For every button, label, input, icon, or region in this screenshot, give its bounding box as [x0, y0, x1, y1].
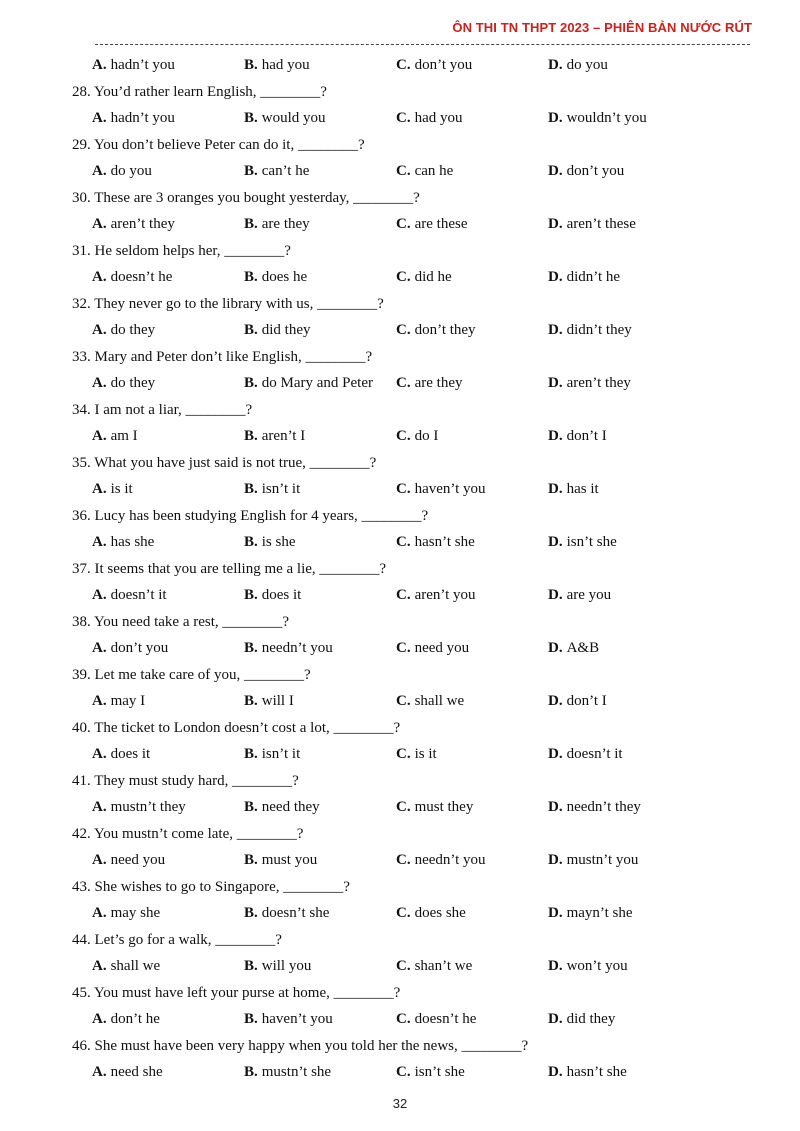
question-stem: 36. Lucy has been studying English for 4 years, ________?	[72, 507, 429, 524]
option-letter: B.	[244, 852, 258, 868]
option-letter: C.	[396, 428, 411, 444]
option-letter: A.	[92, 958, 107, 974]
option-a	[92, 1006, 160, 1033]
question-stem: 46. She must have been very happy when you told her the news, ________?	[72, 1037, 529, 1054]
option-text: are they	[414, 375, 463, 391]
option-text: need you	[414, 640, 470, 656]
option-letter: D.	[548, 534, 563, 550]
answer-options	[72, 1006, 762, 1033]
option-letter: B.	[244, 587, 258, 603]
option-text: hasn’t she	[414, 534, 475, 550]
option-text: would you	[261, 110, 326, 126]
option-letter: B.	[244, 110, 258, 126]
option-letter: B.	[244, 375, 258, 391]
option-c	[396, 264, 452, 291]
question-stem: 31. He seldom helps her, ________?	[72, 242, 291, 259]
option-a	[92, 529, 154, 556]
answer-options	[72, 317, 762, 344]
option-text: need you	[110, 852, 166, 868]
option-letter: C.	[396, 375, 411, 391]
option-d	[548, 370, 631, 397]
option-text: won’t you	[566, 958, 628, 974]
option-d	[548, 635, 599, 662]
option-letter: D.	[548, 1011, 563, 1027]
question-stem: 39. Let me take care of you, ________?	[72, 666, 311, 683]
option-text: didn’t they	[566, 322, 632, 338]
option-d	[548, 476, 599, 503]
option-text: hasn’t she	[566, 1064, 627, 1080]
question-stem: 37. It seems that you are telling me a lie, ________?	[72, 560, 387, 577]
option-d	[548, 953, 628, 980]
option-letter: A.	[92, 216, 107, 232]
option-text: are these	[414, 216, 468, 232]
answer-options	[72, 105, 762, 132]
option-c	[396, 105, 463, 132]
option-text: A&B	[566, 640, 600, 656]
option-letter: B.	[244, 322, 258, 338]
option-text: doesn’t he	[110, 269, 173, 285]
option-text: doesn’t it	[566, 746, 623, 762]
option-text: does she	[414, 905, 466, 921]
option-text: did he	[414, 269, 452, 285]
answer-options	[72, 211, 762, 238]
option-letter: B.	[244, 746, 258, 762]
option-d	[548, 794, 641, 821]
option-letter: D.	[548, 799, 563, 815]
option-letter: D.	[548, 110, 563, 126]
option-text: aren’t they	[110, 216, 175, 232]
option-letter: D.	[548, 587, 563, 603]
option-letter: C.	[396, 322, 411, 338]
option-d	[548, 52, 608, 79]
option-d	[548, 423, 607, 450]
option-c	[396, 370, 462, 397]
option-text: aren’t I	[261, 428, 306, 444]
option-d	[548, 688, 607, 715]
option-text: can’t he	[261, 163, 310, 179]
option-c	[396, 52, 472, 79]
question-list	[72, 52, 762, 1086]
option-letter: D.	[548, 322, 563, 338]
option-a	[92, 1059, 163, 1086]
option-a	[92, 158, 152, 185]
answer-options	[72, 370, 762, 397]
question-stem: 42. You mustn’t come late, ________?	[72, 825, 304, 842]
option-text: hadn’t you	[110, 110, 175, 126]
option-text: isn’t it	[261, 481, 301, 497]
option-text: didn’t he	[566, 269, 621, 285]
option-text: do you	[566, 57, 608, 73]
option-text: need she	[110, 1064, 163, 1080]
option-letter: D.	[548, 746, 563, 762]
option-letter: B.	[244, 57, 258, 73]
option-b	[244, 158, 309, 185]
option-b	[244, 953, 311, 980]
option-letter: A.	[92, 693, 107, 709]
question-stem: 28. You’d rather learn English, ________?	[72, 83, 327, 100]
option-c	[396, 423, 438, 450]
question-stem: 32. They never go to the library with us, ________?	[72, 295, 384, 312]
option-b	[244, 847, 317, 874]
option-text: shall we	[110, 958, 161, 974]
option-text: does he	[261, 269, 308, 285]
option-a	[92, 476, 133, 503]
option-a	[92, 953, 160, 980]
option-text: needn’t they	[566, 799, 641, 815]
question-stem: 40. The ticket to London doesn’t cost a lot, ________?	[72, 719, 401, 736]
option-text: don’t you	[566, 163, 625, 179]
option-text: mayn’t she	[566, 905, 633, 921]
option-c	[396, 211, 467, 238]
option-letter: C.	[396, 640, 411, 656]
option-letter: B.	[244, 163, 258, 179]
question-stem: 43. She wishes to go to Singapore, ________?	[72, 878, 350, 895]
option-letter: A.	[92, 428, 107, 444]
option-letter: A.	[92, 587, 107, 603]
option-c	[396, 900, 466, 927]
option-letter: C.	[396, 1011, 411, 1027]
option-a	[92, 635, 168, 662]
option-text: do they	[110, 375, 156, 391]
option-text: did they	[261, 322, 311, 338]
option-a	[92, 52, 175, 79]
option-d	[548, 264, 620, 291]
option-text: doesn’t he	[414, 1011, 477, 1027]
option-letter: A.	[92, 481, 107, 497]
option-text: needn’t you	[261, 640, 333, 656]
option-b	[244, 741, 300, 768]
option-letter: A.	[92, 1011, 107, 1027]
option-letter: D.	[548, 269, 563, 285]
option-text: aren’t they	[566, 375, 631, 391]
option-a	[92, 264, 172, 291]
option-letter: A.	[92, 163, 107, 179]
option-text: don’t you	[110, 640, 169, 656]
option-d	[548, 105, 647, 132]
option-text: will you	[261, 958, 312, 974]
option-text: isn’t she	[414, 1064, 465, 1080]
option-letter: A.	[92, 322, 107, 338]
option-text: do Mary and Peter	[261, 375, 373, 391]
option-letter: C.	[396, 534, 411, 550]
option-text: aren’t you	[414, 587, 476, 603]
option-b	[244, 370, 373, 397]
option-letter: A.	[92, 534, 107, 550]
option-c	[396, 476, 486, 503]
option-text: is she	[261, 534, 296, 550]
option-a	[92, 741, 150, 768]
option-a	[92, 688, 145, 715]
option-letter: D.	[548, 57, 563, 73]
option-b	[244, 1006, 333, 1033]
option-text: must they	[414, 799, 474, 815]
option-letter: B.	[244, 534, 258, 550]
option-letter: A.	[92, 57, 107, 73]
option-c	[396, 582, 476, 609]
option-letter: C.	[396, 746, 411, 762]
header-title: ÔN THI TN THPT 2023 – PHIÊN BẢN NƯỚC RÚT	[452, 20, 752, 35]
option-letter: B.	[244, 958, 258, 974]
option-d	[548, 741, 623, 768]
option-d	[548, 1006, 615, 1033]
option-a	[92, 105, 175, 132]
option-letter: C.	[396, 852, 411, 868]
question-stem: 41. They must study hard, ________?	[72, 772, 299, 789]
answer-options	[72, 953, 762, 980]
option-text: mustn’t you	[566, 852, 639, 868]
option-letter: C.	[396, 216, 411, 232]
question-stem: 35. What you have just said is not true, ________?	[72, 454, 377, 471]
option-letter: B.	[244, 216, 258, 232]
option-a	[92, 794, 186, 821]
option-text: must you	[261, 852, 318, 868]
answer-options	[72, 688, 762, 715]
option-letter: A.	[92, 852, 107, 868]
option-c	[396, 1059, 465, 1086]
answer-options	[72, 158, 762, 185]
option-text: aren’t these	[566, 216, 636, 232]
option-text: is it	[110, 481, 133, 497]
question-stem: 30. These are 3 oranges you bought yesterday, ________?	[72, 189, 420, 206]
header-divider	[95, 44, 750, 45]
option-text: has she	[110, 534, 155, 550]
answer-options	[72, 52, 762, 79]
option-letter: B.	[244, 1064, 258, 1080]
option-text: does it	[261, 587, 302, 603]
option-b	[244, 635, 333, 662]
option-letter: D.	[548, 428, 563, 444]
option-letter: B.	[244, 481, 258, 497]
page-number: 32	[392, 1096, 408, 1111]
option-b	[244, 900, 329, 927]
option-c	[396, 953, 472, 980]
option-text: haven’t you	[414, 481, 486, 497]
option-letter: C.	[396, 163, 411, 179]
answer-options	[72, 1059, 762, 1086]
option-text: has it	[566, 481, 599, 497]
option-c	[396, 317, 476, 344]
option-b	[244, 1059, 331, 1086]
option-d	[548, 211, 636, 238]
option-letter: D.	[548, 216, 563, 232]
option-letter: B.	[244, 640, 258, 656]
option-a	[92, 317, 155, 344]
option-a	[92, 370, 155, 397]
option-text: do they	[110, 322, 156, 338]
option-text: am I	[110, 428, 138, 444]
option-letter: B.	[244, 428, 258, 444]
option-letter: C.	[396, 958, 411, 974]
option-letter: C.	[396, 905, 411, 921]
option-text: will I	[261, 693, 294, 709]
option-text: may I	[110, 693, 146, 709]
option-text: may she	[110, 905, 161, 921]
option-d	[548, 158, 624, 185]
option-b	[244, 476, 300, 503]
option-letter: A.	[92, 640, 107, 656]
option-a	[92, 423, 138, 450]
option-letter: A.	[92, 1064, 107, 1080]
question-stem: 38. You need take a rest, ________?	[72, 613, 290, 630]
option-c	[396, 741, 437, 768]
option-b	[244, 317, 311, 344]
option-letter: C.	[396, 269, 411, 285]
option-text: mustn’t she	[261, 1064, 332, 1080]
option-text: don’t I	[566, 693, 607, 709]
answer-options	[72, 264, 762, 291]
option-text: hadn’t you	[110, 57, 175, 73]
option-text: shan’t we	[414, 958, 473, 974]
option-letter: D.	[548, 905, 563, 921]
option-b	[244, 423, 305, 450]
answer-options	[72, 476, 762, 503]
option-letter: D.	[548, 163, 563, 179]
option-text: need they	[261, 799, 320, 815]
option-b	[244, 688, 294, 715]
answer-options	[72, 582, 762, 609]
option-text: don’t I	[566, 428, 607, 444]
question-stem: 33. Mary and Peter don’t like English, ________?	[72, 348, 373, 365]
option-text: haven’t you	[261, 1011, 333, 1027]
option-text: doesn’t she	[261, 905, 330, 921]
option-letter: C.	[396, 57, 411, 73]
option-c	[396, 158, 453, 185]
option-letter: A.	[92, 905, 107, 921]
option-d	[548, 847, 638, 874]
option-text: did they	[566, 1011, 616, 1027]
option-letter: A.	[92, 110, 107, 126]
option-letter: A.	[92, 746, 107, 762]
option-letter: A.	[92, 269, 107, 285]
option-c	[396, 794, 473, 821]
option-d	[548, 317, 632, 344]
option-c	[396, 1006, 476, 1033]
option-letter: D.	[548, 640, 563, 656]
option-text: are they	[261, 216, 310, 232]
option-letter: C.	[396, 110, 411, 126]
option-letter: C.	[396, 693, 411, 709]
question-stem: 44. Let’s go for a walk, ________?	[72, 931, 282, 948]
option-b	[244, 582, 301, 609]
option-text: wouldn’t you	[566, 110, 647, 126]
option-text: isn’t she	[566, 534, 617, 550]
option-text: had you	[261, 57, 310, 73]
answer-options	[72, 794, 762, 821]
option-b	[244, 794, 320, 821]
option-c	[396, 847, 486, 874]
option-c	[396, 635, 469, 662]
question-stem: 45. You must have left your purse at home, ________?	[72, 984, 401, 1001]
option-letter: B.	[244, 693, 258, 709]
option-b	[244, 211, 310, 238]
answer-options	[72, 847, 762, 874]
option-text: had you	[414, 110, 463, 126]
option-letter: B.	[244, 269, 258, 285]
option-text: is it	[414, 746, 437, 762]
option-b	[244, 52, 310, 79]
option-text: does it	[110, 746, 151, 762]
option-letter: D.	[548, 852, 563, 868]
answer-options	[72, 900, 762, 927]
option-text: isn’t it	[261, 746, 301, 762]
option-text: don’t he	[110, 1011, 160, 1027]
option-a	[92, 211, 175, 238]
option-text: shall we	[414, 693, 465, 709]
option-letter: B.	[244, 905, 258, 921]
option-text: do you	[110, 163, 152, 179]
option-b	[244, 264, 307, 291]
option-c	[396, 529, 475, 556]
option-letter: A.	[92, 375, 107, 391]
option-d	[548, 582, 611, 609]
option-letter: D.	[548, 693, 563, 709]
option-letter: D.	[548, 1064, 563, 1080]
option-b	[244, 529, 296, 556]
option-c	[396, 688, 464, 715]
option-letter: C.	[396, 799, 411, 815]
option-letter: C.	[396, 587, 411, 603]
question-stem: 29. You don’t believe Peter can do it, ________?	[72, 136, 365, 153]
option-text: mustn’t they	[110, 799, 186, 815]
option-letter: D.	[548, 958, 563, 974]
option-a	[92, 900, 160, 927]
answer-options	[72, 741, 762, 768]
option-letter: B.	[244, 799, 258, 815]
answer-options	[72, 529, 762, 556]
option-d	[548, 529, 617, 556]
option-text: can he	[414, 163, 454, 179]
option-letter: B.	[244, 1011, 258, 1027]
option-letter: C.	[396, 1064, 411, 1080]
option-a	[92, 582, 167, 609]
option-d	[548, 1059, 627, 1086]
option-text: do I	[414, 428, 439, 444]
option-b	[244, 105, 326, 132]
option-text: needn’t you	[414, 852, 486, 868]
answer-options	[72, 635, 762, 662]
option-letter: C.	[396, 481, 411, 497]
option-text: are you	[566, 587, 612, 603]
option-letter: D.	[548, 481, 563, 497]
option-text: don’t you	[414, 57, 473, 73]
option-text: don’t they	[414, 322, 476, 338]
option-letter: D.	[548, 375, 563, 391]
option-text: doesn’t it	[110, 587, 167, 603]
answer-options	[72, 423, 762, 450]
option-d	[548, 900, 633, 927]
question-stem: 34. I am not a liar, ________?	[72, 401, 253, 418]
option-letter: A.	[92, 799, 107, 815]
option-a	[92, 847, 165, 874]
